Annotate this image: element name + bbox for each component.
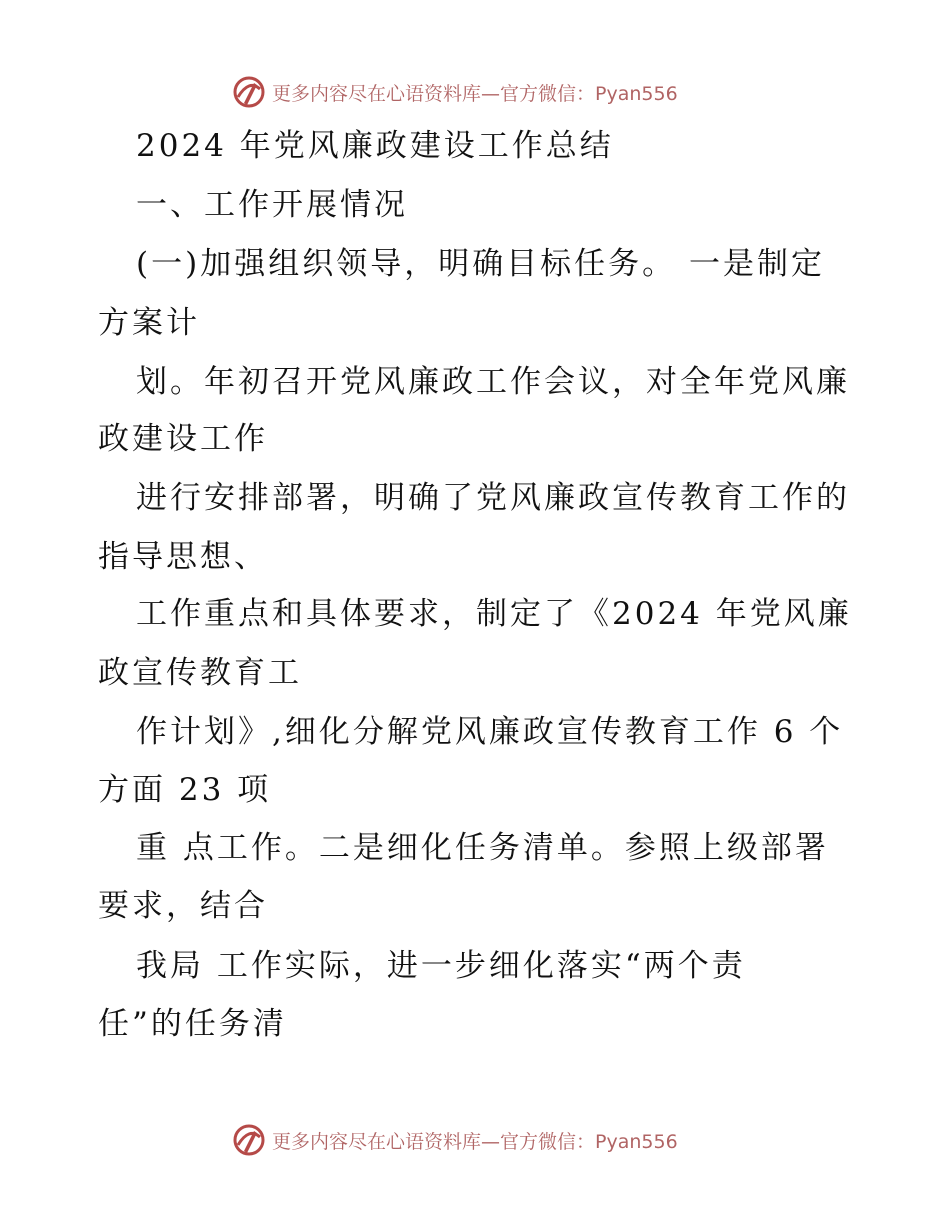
paragraph-line: 方面 23 项 [98,772,272,808]
watermark-text: 更多内容尽在心语资料库—官方微信：Pyan556 [272,1130,678,1153]
paragraph-line: 进行安排部署，明确了党风廉政宣传教育工作的 [136,480,850,516]
watermark-banner-bottom [232,1120,678,1160]
paragraph-line: 政建设工作 [98,421,268,457]
section-heading: 一、工作开展情况 [136,187,408,223]
paragraph-line: 工作重点和具体要求，制定了《2024 年党风廉 [136,596,852,632]
paragraph-line: 指导思想、 [98,539,268,575]
paragraph-line: 重 点工作。二是细化任务清单。参照上级部署 [136,830,829,866]
paragraph-line: 方案计 [98,305,200,341]
paragraph-line: 划。年初召开党风廉政工作会议，对全年党风廉 [136,364,850,400]
paragraph-line: 作计划》,细化分解党风廉政宣传教育工作 6 个 [136,714,844,750]
paragraph-line: 任”的任务清 [98,1006,287,1042]
paragraph-line: 政宣传教育工 [98,655,302,691]
brand-logo-icon [232,75,266,109]
paragraph-line: 要求，结合 [98,888,268,924]
paragraph-line: (一)加强组织领导，明确目标任务。 一是制定 [136,246,826,282]
brand-logo-icon [232,1123,266,1157]
watermark-text: 更多内容尽在心语资料库—官方微信：Pyan556 [272,82,678,105]
document-title: 2024 年党风廉政建设工作总结 [136,128,614,164]
watermark-banner-top [232,72,678,112]
paragraph-line: 我局 工作实际，进一步细化落实“两个责 [136,948,746,984]
